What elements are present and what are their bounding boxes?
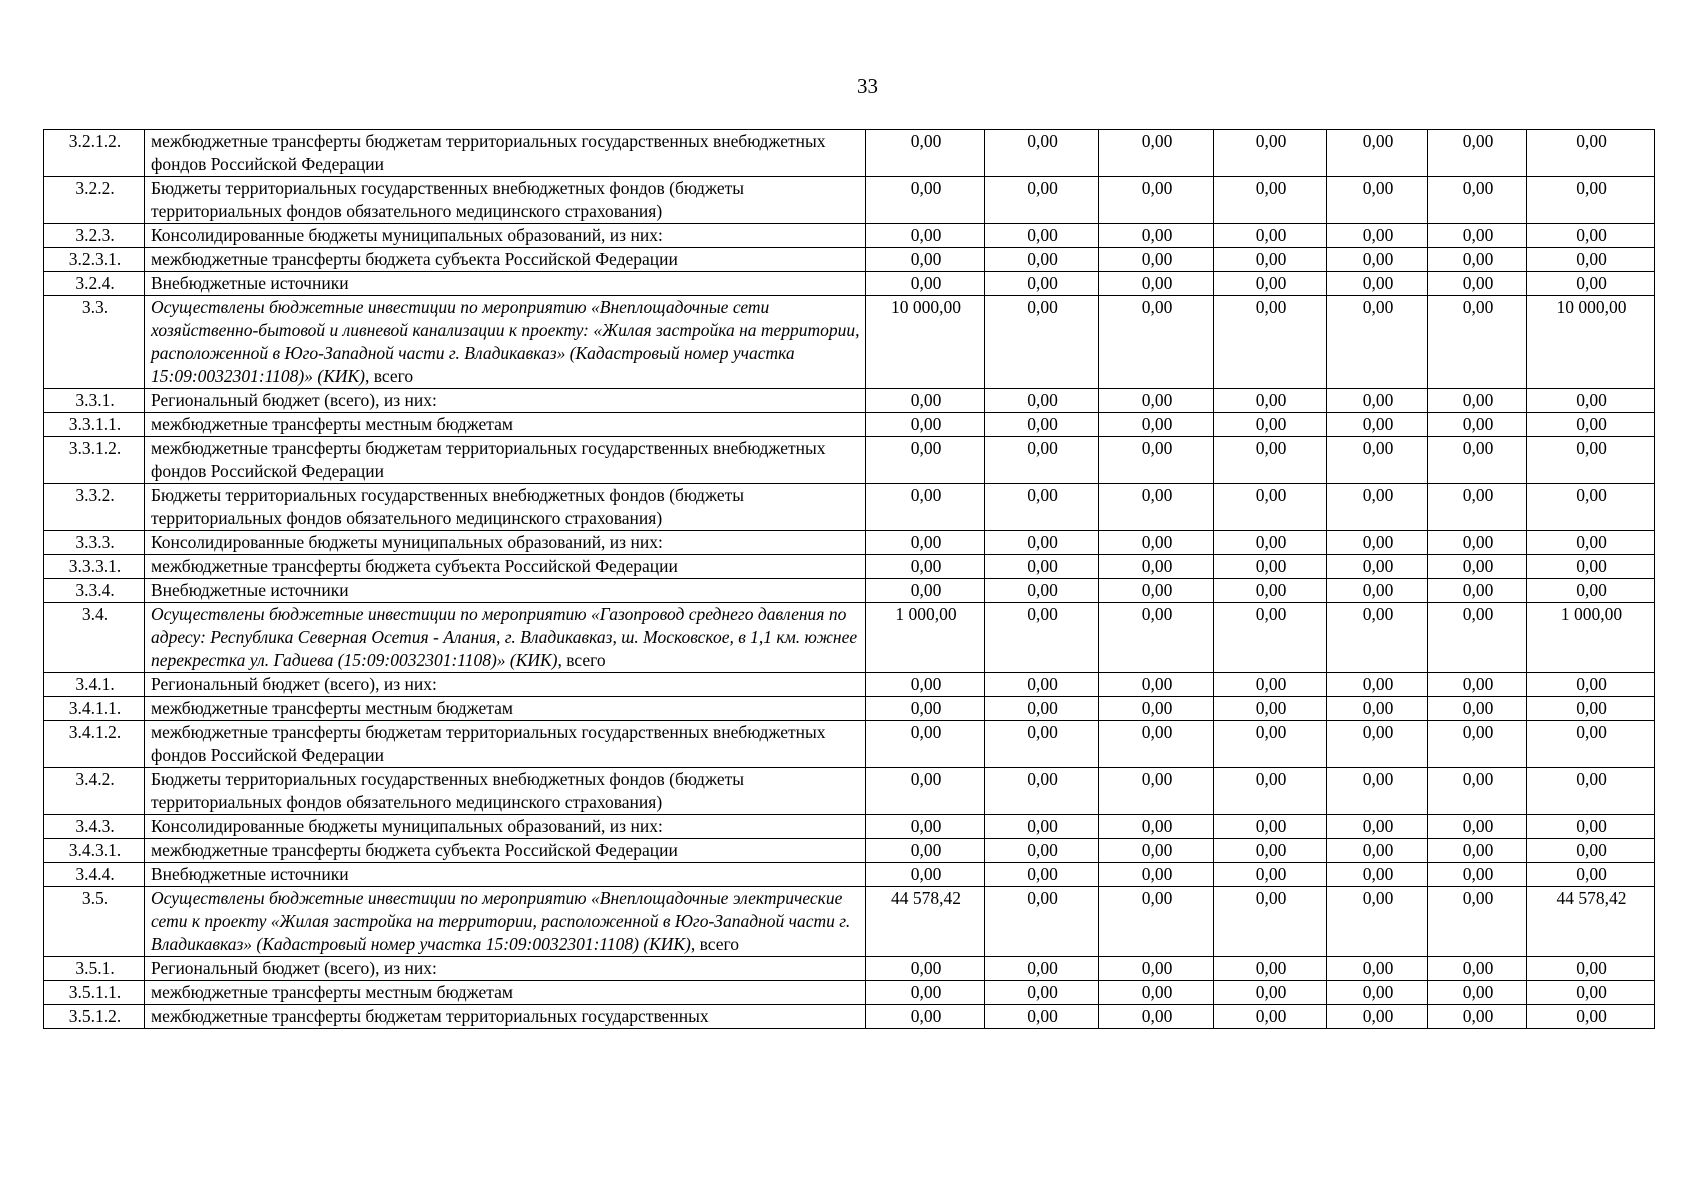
value-cell-5: 0,00 bbox=[1327, 484, 1428, 531]
row-number-cell: 3.5.1. bbox=[44, 957, 145, 981]
row-description-text: Бюджеты территориальных государственных внебюджетных фондов (бюджеты территориальных фондов обязательного медицинского страхования) bbox=[151, 178, 744, 221]
row-description-cell bbox=[145, 130, 866, 177]
row-number-cell: 3.5.1.2. bbox=[44, 1005, 145, 1029]
value-cell-1: 0,00 bbox=[866, 248, 985, 272]
row-description-cell bbox=[145, 555, 866, 579]
value-cell-7: 0,00 bbox=[1527, 389, 1655, 413]
value-cell-4: 0,00 bbox=[1214, 224, 1327, 248]
row-description-text: межбюджетные трансферты местным бюджетам bbox=[151, 698, 513, 718]
value-cell-2: 0,00 bbox=[985, 887, 1099, 957]
row-description-text: Региональный бюджет (всего), из них: bbox=[151, 674, 437, 694]
value-cell-3: 0,00 bbox=[1099, 697, 1214, 721]
value-cell-5: 0,00 bbox=[1327, 839, 1428, 863]
value-cell-4: 0,00 bbox=[1214, 768, 1327, 815]
row-description-cell bbox=[145, 248, 866, 272]
value-cell-7: 0,00 bbox=[1527, 555, 1655, 579]
value-cell-2: 0,00 bbox=[985, 272, 1099, 296]
value-cell-1: 0,00 bbox=[866, 815, 985, 839]
value-cell-2: 0,00 bbox=[985, 484, 1099, 531]
value-cell-3: 0,00 bbox=[1099, 413, 1214, 437]
value-cell-2: 0,00 bbox=[985, 130, 1099, 177]
value-cell-4: 0,00 bbox=[1214, 177, 1327, 224]
table-row bbox=[44, 863, 1655, 887]
value-cell-4: 0,00 bbox=[1214, 981, 1327, 1005]
row-number-cell: 3.4.1.2. bbox=[44, 721, 145, 768]
value-cell-6: 0,00 bbox=[1428, 272, 1527, 296]
value-cell-4: 0,00 bbox=[1214, 130, 1327, 177]
value-cell-2: 0,00 bbox=[985, 815, 1099, 839]
value-cell-1: 0,00 bbox=[866, 768, 985, 815]
value-cell-6: 0,00 bbox=[1428, 673, 1527, 697]
row-number-cell: 3.3.4. bbox=[44, 579, 145, 603]
row-description-tail: , всего bbox=[690, 934, 740, 954]
value-cell-4: 0,00 bbox=[1214, 863, 1327, 887]
table-row bbox=[44, 839, 1655, 863]
value-cell-6: 0,00 bbox=[1428, 413, 1527, 437]
row-number-cell: 3.4. bbox=[44, 603, 145, 673]
value-cell-1: 0,00 bbox=[866, 272, 985, 296]
table-row bbox=[44, 768, 1655, 815]
value-cell-2: 0,00 bbox=[985, 555, 1099, 579]
row-number-cell: 3.4.2. bbox=[44, 768, 145, 815]
value-cell-7: 0,00 bbox=[1527, 413, 1655, 437]
table-row bbox=[44, 248, 1655, 272]
value-cell-3: 0,00 bbox=[1099, 555, 1214, 579]
value-cell-7: 0,00 bbox=[1527, 863, 1655, 887]
value-cell-3: 0,00 bbox=[1099, 887, 1214, 957]
row-description-cell bbox=[145, 768, 866, 815]
value-cell-7: 44 578,42 bbox=[1527, 887, 1655, 957]
value-cell-1: 0,00 bbox=[866, 721, 985, 768]
value-cell-6: 0,00 bbox=[1428, 296, 1527, 389]
value-cell-5: 0,00 bbox=[1327, 272, 1428, 296]
value-cell-1: 0,00 bbox=[866, 130, 985, 177]
row-number-cell: 3.2.1.2. bbox=[44, 130, 145, 177]
row-description-cell bbox=[145, 957, 866, 981]
row-number-cell: 3.3.1.1. bbox=[44, 413, 145, 437]
value-cell-5: 0,00 bbox=[1327, 531, 1428, 555]
row-number-cell: 3.4.1. bbox=[44, 673, 145, 697]
value-cell-3: 0,00 bbox=[1099, 437, 1214, 484]
value-cell-1: 0,00 bbox=[866, 531, 985, 555]
value-cell-4: 0,00 bbox=[1214, 815, 1327, 839]
value-cell-2: 0,00 bbox=[985, 177, 1099, 224]
value-cell-2: 0,00 bbox=[985, 981, 1099, 1005]
value-cell-5: 0,00 bbox=[1327, 224, 1428, 248]
value-cell-7: 0,00 bbox=[1527, 1005, 1655, 1029]
value-cell-6: 0,00 bbox=[1428, 389, 1527, 413]
value-cell-7: 0,00 bbox=[1527, 721, 1655, 768]
value-cell-1: 0,00 bbox=[866, 957, 985, 981]
value-cell-7: 0,00 bbox=[1527, 437, 1655, 484]
row-description-text: Консолидированные бюджеты муниципальных образований, из них: bbox=[151, 816, 663, 836]
value-cell-6: 0,00 bbox=[1428, 484, 1527, 531]
row-description-text: Консолидированные бюджеты муниципальных образований, из них: bbox=[151, 532, 663, 552]
value-cell-7: 0,00 bbox=[1527, 815, 1655, 839]
table-row-summary bbox=[44, 603, 1655, 673]
value-cell-4: 0,00 bbox=[1214, 413, 1327, 437]
value-cell-1: 44 578,42 bbox=[866, 887, 985, 957]
value-cell-2: 0,00 bbox=[985, 697, 1099, 721]
row-description-cell bbox=[145, 272, 866, 296]
row-number-cell: 3.2.4. bbox=[44, 272, 145, 296]
table-row bbox=[44, 531, 1655, 555]
value-cell-3: 0,00 bbox=[1099, 768, 1214, 815]
value-cell-7: 0,00 bbox=[1527, 697, 1655, 721]
row-number-cell: 3.4.4. bbox=[44, 863, 145, 887]
table-row bbox=[44, 957, 1655, 981]
value-cell-4: 0,00 bbox=[1214, 555, 1327, 579]
row-description-cell bbox=[145, 437, 866, 484]
row-description-cell bbox=[145, 531, 866, 555]
value-cell-3: 0,00 bbox=[1099, 673, 1214, 697]
row-number-cell: 3.5.1.1. bbox=[44, 981, 145, 1005]
table-row bbox=[44, 579, 1655, 603]
table-row bbox=[44, 673, 1655, 697]
value-cell-7: 0,00 bbox=[1527, 248, 1655, 272]
value-cell-6: 0,00 bbox=[1428, 130, 1527, 177]
row-description-cell bbox=[145, 815, 866, 839]
row-number-cell: 3.3. bbox=[44, 296, 145, 389]
row-description-tail: , всего bbox=[364, 366, 414, 386]
row-description-text: Осуществлены бюджетные инвестиции по мероприятию «Газопровод среднего давления по адресу: Республика Северная Осетия - Алания, г. Владикавказ, ш. Московское, в 1,1 км. южнее перекрестка ул. Гадиева (15:09:0032301:1108)» (КИК) bbox=[151, 604, 858, 670]
value-cell-6: 0,00 bbox=[1428, 579, 1527, 603]
value-cell-3: 0,00 bbox=[1099, 1005, 1214, 1029]
row-description-text: межбюджетные трансферты бюджета субъекта Российской Федерации bbox=[151, 840, 678, 860]
row-description-cell bbox=[145, 839, 866, 863]
value-cell-1: 0,00 bbox=[866, 697, 985, 721]
row-number-cell: 3.4.3. bbox=[44, 815, 145, 839]
value-cell-4: 0,00 bbox=[1214, 296, 1327, 389]
value-cell-6: 0,00 bbox=[1428, 1005, 1527, 1029]
value-cell-1: 1 000,00 bbox=[866, 603, 985, 673]
value-cell-4: 0,00 bbox=[1214, 272, 1327, 296]
value-cell-7: 1 000,00 bbox=[1527, 603, 1655, 673]
value-cell-2: 0,00 bbox=[985, 248, 1099, 272]
value-cell-5: 0,00 bbox=[1327, 389, 1428, 413]
row-description-text: межбюджетные трансферты бюджетам территориальных государственных bbox=[151, 1006, 709, 1026]
row-number-cell: 3.2.3.1. bbox=[44, 248, 145, 272]
value-cell-3: 0,00 bbox=[1099, 248, 1214, 272]
row-description-text: Внебюджетные источники bbox=[151, 580, 349, 600]
value-cell-3: 0,00 bbox=[1099, 815, 1214, 839]
value-cell-2: 0,00 bbox=[985, 673, 1099, 697]
table-row bbox=[44, 130, 1655, 177]
value-cell-1: 0,00 bbox=[866, 413, 985, 437]
row-description-text: Региональный бюджет (всего), из них: bbox=[151, 958, 437, 978]
value-cell-5: 0,00 bbox=[1327, 555, 1428, 579]
value-cell-3: 0,00 bbox=[1099, 863, 1214, 887]
value-cell-6: 0,00 bbox=[1428, 815, 1527, 839]
value-cell-6: 0,00 bbox=[1428, 957, 1527, 981]
value-cell-3: 0,00 bbox=[1099, 224, 1214, 248]
value-cell-7: 0,00 bbox=[1527, 272, 1655, 296]
value-cell-4: 0,00 bbox=[1214, 389, 1327, 413]
value-cell-6: 0,00 bbox=[1428, 224, 1527, 248]
value-cell-4: 0,00 bbox=[1214, 437, 1327, 484]
value-cell-3: 0,00 bbox=[1099, 389, 1214, 413]
row-description-cell bbox=[145, 603, 866, 673]
value-cell-2: 0,00 bbox=[985, 863, 1099, 887]
row-description-text: Осуществлены бюджетные инвестиции по мероприятию «Внеплощадочные сети хозяйственно-бытовой и ливневой канализации к проекту: «Жилая застройка на территории, расположенной в Юго-Западной части г. Владикавказ» (Кадастровый номер участка 15:09:0032301:1108)» (КИК) bbox=[151, 297, 860, 386]
value-cell-2: 0,00 bbox=[985, 389, 1099, 413]
value-cell-3: 0,00 bbox=[1099, 272, 1214, 296]
table-row bbox=[44, 177, 1655, 224]
value-cell-1: 0,00 bbox=[866, 981, 985, 1005]
value-cell-6: 0,00 bbox=[1428, 177, 1527, 224]
row-description-text: Бюджеты территориальных государственных внебюджетных фондов (бюджеты территориальных фондов обязательного медицинского страхования) bbox=[151, 485, 744, 528]
row-description-text: межбюджетные трансферты местным бюджетам bbox=[151, 414, 513, 434]
value-cell-6: 0,00 bbox=[1428, 248, 1527, 272]
value-cell-5: 0,00 bbox=[1327, 603, 1428, 673]
value-cell-3: 0,00 bbox=[1099, 177, 1214, 224]
value-cell-7: 0,00 bbox=[1527, 673, 1655, 697]
value-cell-5: 0,00 bbox=[1327, 413, 1428, 437]
value-cell-2: 0,00 bbox=[985, 721, 1099, 768]
row-description-cell bbox=[145, 296, 866, 389]
row-description-text: Осуществлены бюджетные инвестиции по мероприятию «Внеплощадочные электрические сети к проекту «Жилая застройка на территории, расположенной в Юго-Западной части г. Владикавказ» (Кадастровый номер участка 15:09:0032301:1108) (КИК) bbox=[151, 888, 851, 954]
row-description-text: Внебюджетные источники bbox=[151, 273, 349, 293]
row-description-text: межбюджетные трансферты бюджетам территориальных государственных внебюджетных фондов Российской Федерации bbox=[151, 722, 826, 765]
value-cell-6: 0,00 bbox=[1428, 531, 1527, 555]
row-description-text: межбюджетные трансферты бюджета субъекта Российской Федерации bbox=[151, 249, 678, 269]
value-cell-5: 0,00 bbox=[1327, 721, 1428, 768]
table-row bbox=[44, 389, 1655, 413]
value-cell-5: 0,00 bbox=[1327, 887, 1428, 957]
value-cell-2: 0,00 bbox=[985, 603, 1099, 673]
value-cell-4: 0,00 bbox=[1214, 531, 1327, 555]
value-cell-7: 0,00 bbox=[1527, 957, 1655, 981]
value-cell-1: 10 000,00 bbox=[866, 296, 985, 389]
row-number-cell: 3.2.2. bbox=[44, 177, 145, 224]
value-cell-1: 0,00 bbox=[866, 579, 985, 603]
value-cell-5: 0,00 bbox=[1327, 130, 1428, 177]
value-cell-5: 0,00 bbox=[1327, 673, 1428, 697]
value-cell-6: 0,00 bbox=[1428, 437, 1527, 484]
value-cell-7: 10 000,00 bbox=[1527, 296, 1655, 389]
value-cell-4: 0,00 bbox=[1214, 697, 1327, 721]
value-cell-4: 0,00 bbox=[1214, 484, 1327, 531]
value-cell-3: 0,00 bbox=[1099, 531, 1214, 555]
value-cell-6: 0,00 bbox=[1428, 863, 1527, 887]
row-description-cell bbox=[145, 579, 866, 603]
row-description-cell bbox=[145, 673, 866, 697]
value-cell-1: 0,00 bbox=[866, 673, 985, 697]
value-cell-2: 0,00 bbox=[985, 531, 1099, 555]
table-row bbox=[44, 484, 1655, 531]
row-description-cell bbox=[145, 981, 866, 1005]
value-cell-5: 0,00 bbox=[1327, 863, 1428, 887]
value-cell-2: 0,00 bbox=[985, 296, 1099, 389]
value-cell-7: 0,00 bbox=[1527, 839, 1655, 863]
table-row-summary bbox=[44, 887, 1655, 957]
budget-table bbox=[43, 129, 1655, 1029]
row-description-cell bbox=[145, 887, 866, 957]
budget-table-body bbox=[44, 130, 1655, 1029]
table-row bbox=[44, 981, 1655, 1005]
value-cell-3: 0,00 bbox=[1099, 484, 1214, 531]
row-description-text: межбюджетные трансферты местным бюджетам bbox=[151, 982, 513, 1002]
row-description-cell bbox=[145, 1005, 866, 1029]
value-cell-1: 0,00 bbox=[866, 555, 985, 579]
value-cell-3: 0,00 bbox=[1099, 603, 1214, 673]
value-cell-5: 0,00 bbox=[1327, 579, 1428, 603]
value-cell-3: 0,00 bbox=[1099, 721, 1214, 768]
value-cell-7: 0,00 bbox=[1527, 981, 1655, 1005]
value-cell-5: 0,00 bbox=[1327, 437, 1428, 484]
value-cell-4: 0,00 bbox=[1214, 887, 1327, 957]
table-row bbox=[44, 815, 1655, 839]
row-number-cell: 3.3.1. bbox=[44, 389, 145, 413]
value-cell-2: 0,00 bbox=[985, 839, 1099, 863]
value-cell-2: 0,00 bbox=[985, 579, 1099, 603]
value-cell-1: 0,00 bbox=[866, 863, 985, 887]
table-row bbox=[44, 272, 1655, 296]
row-number-cell: 3.3.2. bbox=[44, 484, 145, 531]
value-cell-6: 0,00 bbox=[1428, 555, 1527, 579]
table-row bbox=[44, 224, 1655, 248]
value-cell-4: 0,00 bbox=[1214, 248, 1327, 272]
value-cell-2: 0,00 bbox=[985, 957, 1099, 981]
value-cell-4: 0,00 bbox=[1214, 721, 1327, 768]
value-cell-6: 0,00 bbox=[1428, 768, 1527, 815]
value-cell-6: 0,00 bbox=[1428, 981, 1527, 1005]
value-cell-1: 0,00 bbox=[866, 224, 985, 248]
value-cell-7: 0,00 bbox=[1527, 531, 1655, 555]
value-cell-5: 0,00 bbox=[1327, 957, 1428, 981]
value-cell-4: 0,00 bbox=[1214, 603, 1327, 673]
value-cell-4: 0,00 bbox=[1214, 673, 1327, 697]
value-cell-1: 0,00 bbox=[866, 1005, 985, 1029]
row-number-cell: 3.4.3.1. bbox=[44, 839, 145, 863]
table-row bbox=[44, 413, 1655, 437]
row-description-cell bbox=[145, 389, 866, 413]
value-cell-2: 0,00 bbox=[985, 413, 1099, 437]
row-description-cell bbox=[145, 177, 866, 224]
value-cell-7: 0,00 bbox=[1527, 177, 1655, 224]
row-description-cell bbox=[145, 224, 866, 248]
value-cell-7: 0,00 bbox=[1527, 484, 1655, 531]
value-cell-4: 0,00 bbox=[1214, 839, 1327, 863]
value-cell-1: 0,00 bbox=[866, 484, 985, 531]
value-cell-7: 0,00 bbox=[1527, 130, 1655, 177]
table-row bbox=[44, 721, 1655, 768]
value-cell-1: 0,00 bbox=[866, 177, 985, 224]
value-cell-1: 0,00 bbox=[866, 839, 985, 863]
value-cell-5: 0,00 bbox=[1327, 177, 1428, 224]
value-cell-2: 0,00 bbox=[985, 224, 1099, 248]
value-cell-1: 0,00 bbox=[866, 437, 985, 484]
value-cell-6: 0,00 bbox=[1428, 887, 1527, 957]
row-description-text: Внебюджетные источники bbox=[151, 864, 349, 884]
row-number-cell: 3.5. bbox=[44, 887, 145, 957]
value-cell-5: 0,00 bbox=[1327, 1005, 1428, 1029]
value-cell-5: 0,00 bbox=[1327, 248, 1428, 272]
row-description-text: Консолидированные бюджеты муниципальных образований, из них: bbox=[151, 225, 663, 245]
value-cell-3: 0,00 bbox=[1099, 579, 1214, 603]
value-cell-2: 0,00 bbox=[985, 437, 1099, 484]
value-cell-5: 0,00 bbox=[1327, 815, 1428, 839]
value-cell-6: 0,00 bbox=[1428, 603, 1527, 673]
table-row bbox=[44, 555, 1655, 579]
row-description-text: межбюджетные трансферты бюджетам территориальных государственных внебюджетных фондов Российской Федерации bbox=[151, 131, 826, 174]
value-cell-3: 0,00 bbox=[1099, 296, 1214, 389]
row-description-text: Бюджеты территориальных государственных внебюджетных фондов (бюджеты территориальных фондов обязательного медицинского страхования) bbox=[151, 769, 744, 812]
row-description-text: Региональный бюджет (всего), из них: bbox=[151, 390, 437, 410]
row-description-cell bbox=[145, 697, 866, 721]
value-cell-7: 0,00 bbox=[1527, 224, 1655, 248]
value-cell-6: 0,00 bbox=[1428, 697, 1527, 721]
row-number-cell: 3.2.3. bbox=[44, 224, 145, 248]
value-cell-5: 0,00 bbox=[1327, 697, 1428, 721]
value-cell-4: 0,00 bbox=[1214, 579, 1327, 603]
value-cell-7: 0,00 bbox=[1527, 579, 1655, 603]
row-description-text: межбюджетные трансферты бюджетам территориальных государственных внебюджетных фондов Российской Федерации bbox=[151, 438, 826, 481]
value-cell-2: 0,00 bbox=[985, 768, 1099, 815]
value-cell-5: 0,00 bbox=[1327, 296, 1428, 389]
value-cell-2: 0,00 bbox=[985, 1005, 1099, 1029]
row-number-cell: 3.3.3.1. bbox=[44, 555, 145, 579]
page-number: 33 bbox=[857, 74, 878, 98]
row-description-cell bbox=[145, 484, 866, 531]
value-cell-1: 0,00 bbox=[866, 389, 985, 413]
value-cell-7: 0,00 bbox=[1527, 768, 1655, 815]
row-number-cell: 3.4.1.1. bbox=[44, 697, 145, 721]
row-description-text: межбюджетные трансферты бюджета субъекта Российской Федерации bbox=[151, 556, 678, 576]
value-cell-3: 0,00 bbox=[1099, 130, 1214, 177]
value-cell-3: 0,00 bbox=[1099, 839, 1214, 863]
table-row bbox=[44, 697, 1655, 721]
row-description-cell bbox=[145, 413, 866, 437]
row-description-cell bbox=[145, 721, 866, 768]
value-cell-4: 0,00 bbox=[1214, 1005, 1327, 1029]
table-row bbox=[44, 437, 1655, 484]
value-cell-6: 0,00 bbox=[1428, 839, 1527, 863]
value-cell-5: 0,00 bbox=[1327, 768, 1428, 815]
value-cell-3: 0,00 bbox=[1099, 981, 1214, 1005]
value-cell-5: 0,00 bbox=[1327, 981, 1428, 1005]
value-cell-3: 0,00 bbox=[1099, 957, 1214, 981]
table-row bbox=[44, 1005, 1655, 1029]
row-description-cell bbox=[145, 863, 866, 887]
value-cell-6: 0,00 bbox=[1428, 721, 1527, 768]
row-description-tail: , всего bbox=[557, 650, 606, 670]
row-number-cell: 3.3.1.2. bbox=[44, 437, 145, 484]
value-cell-4: 0,00 bbox=[1214, 957, 1327, 981]
row-number-cell: 3.3.3. bbox=[44, 531, 145, 555]
table-row-summary bbox=[44, 296, 1655, 389]
